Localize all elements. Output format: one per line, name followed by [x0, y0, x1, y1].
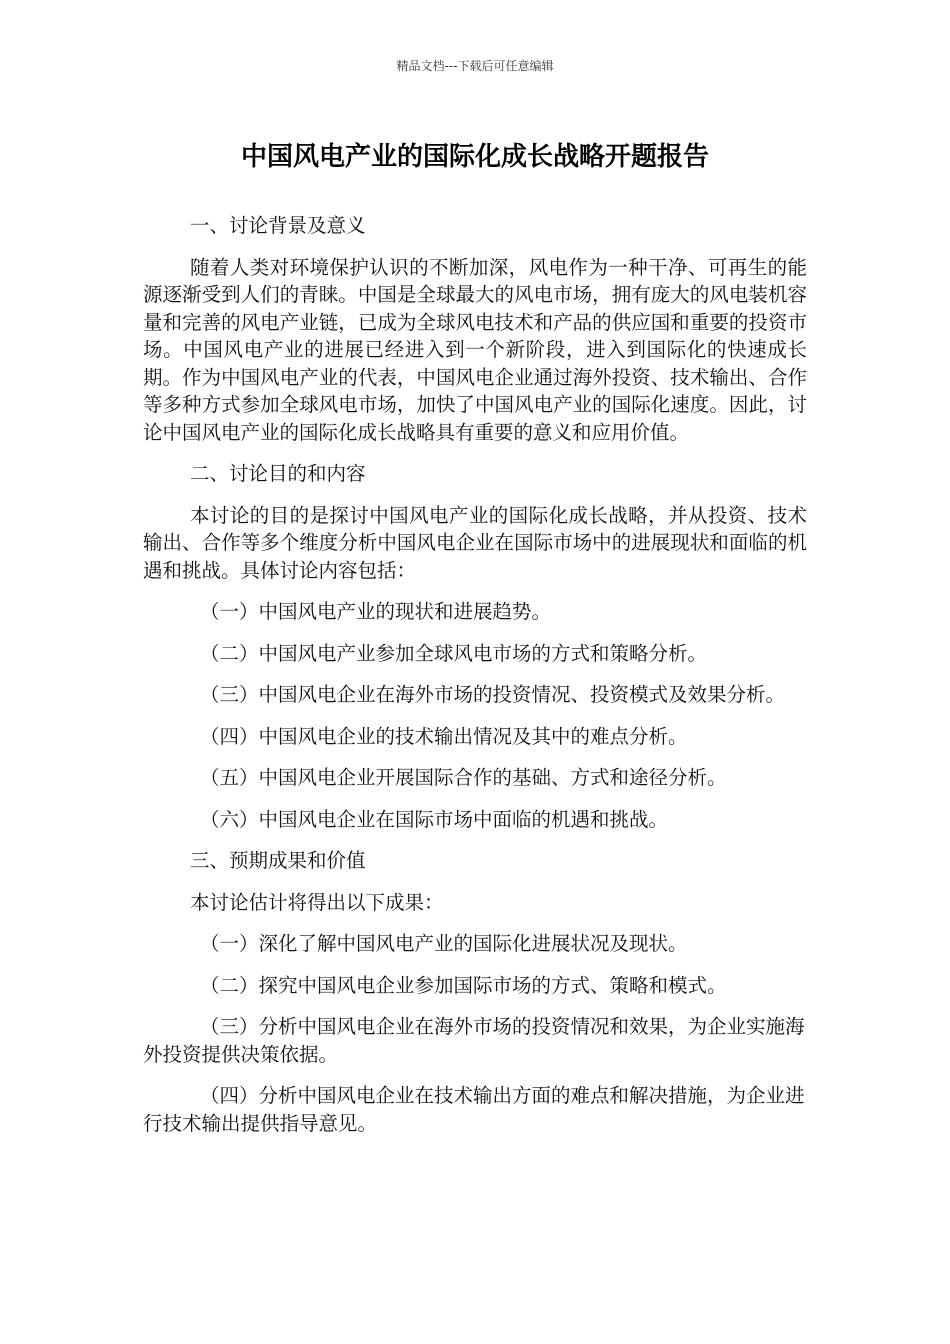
document-body [143, 212, 807, 1151]
document-title: 中国风电产业的国际化成长战略开题报告 [240, 142, 709, 172]
section-heading-background: 一、讨论背景及意义 [190, 214, 366, 237]
content-item-5: （五）中国风电企业开展国际合作的基础、方式和途径分析。 [200, 766, 727, 789]
background-paragraph: 随着人类对环境保护认识的不断加深，风电作为一种干净、可再生的能源逐渐受到人们的青睐。中国是全球最大的风电市场，拥有庞大的风电装机容量和完善的风电产业链，已成为全球风电技术和产品的供应国和重要的投资市场。中国风电产业的进展已经进入到一个新阶段，进入到国际化的快速成长期。作为中国风电产业的代表，中国风电企业通过海外投资、技术输出、合作等多种方式参加全球风电市场，加快了中国风电产业的国际化速度。因此，讨论中国风电产业的国际化成长战略具有重要的意义和应用价值。 [143, 255, 807, 444]
purpose-paragraph: 本讨论的目的是探讨中国风电产业的国际化成长战略，并从投资、技术输出、合作等多个维度分析中国风电企业在国际市场中的进展现状和面临的机遇和挑战。具体讨论内容包括： [143, 503, 807, 582]
content-item-4: （四）中国风电企业的技术输出情况及其中的难点分析。 [200, 724, 688, 748]
content-item-2: （二）中国风电产业参加全球风电市场的方式和策略分析。 [200, 641, 708, 665]
section-heading-purpose: 二、讨论目的和内容 [190, 462, 366, 485]
section-heading-outcomes: 三、预期成果和价值 [190, 849, 366, 872]
page-header: 精品文档---下载后可任意编辑 [396, 59, 554, 73]
outcome-item-2: （二）探究中国风电企业参加国际市场的方式、策略和模式。 [200, 973, 727, 997]
outcomes-intro: 本讨论估计将得出以下成果： [190, 890, 444, 914]
outcome-item-4: （四）分析中国风电企业在技术输出方面的难点和解决措施，为企业进行技术输出提供指导意见。 [143, 1084, 805, 1135]
outcome-item-3: （三）分析中国风电企业在海外市场的投资情况和效果，为企业实施海外投资提供决策依据。 [143, 1015, 805, 1066]
content-item-6: （六）中国风电企业在国际市场中面临的机遇和挑战。 [200, 807, 669, 831]
outcome-item-1: （一）深化了解中国风电产业的国际化进展状况及现状。 [200, 932, 688, 955]
content-item-1: （一）中国风电产业的现状和进展趋势。 [200, 600, 552, 623]
content-item-3: （三）中国风电企业在海外市场的投资情况、投资模式及效果分析。 [200, 683, 786, 706]
